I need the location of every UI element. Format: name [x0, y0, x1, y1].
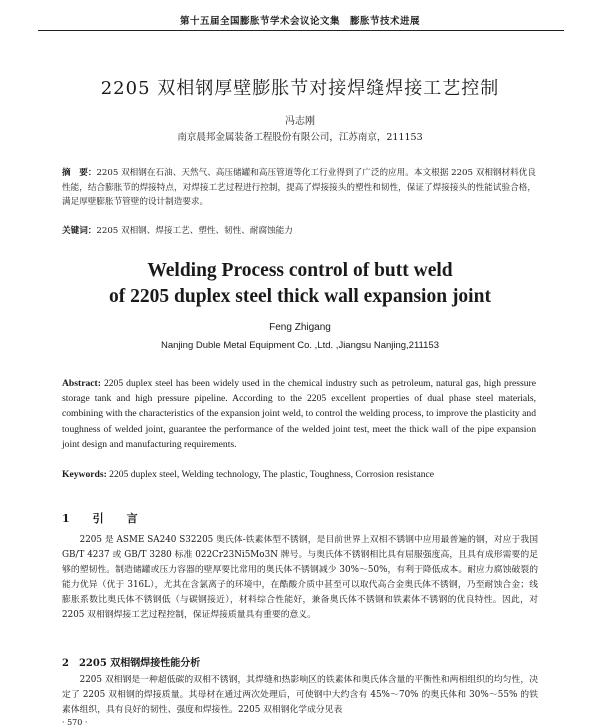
english-author: Feng Zhigang [269, 322, 331, 333]
chinese-keywords [62, 224, 536, 236]
chinese-keywords-text: 2205 双相钢、焊接工艺、塑性、韧性、耐腐蚀能力 [96, 226, 293, 236]
chinese-abstract-text: 2205 双相钢在石油、天然气、高压储罐和高压管道等化工行业得到了广泛的应用。本文根据 2205 双相钢材料优良性能，结合膨胀节的焊接特点，对焊接工艺过程进行控制，提高了焊接接头的塑性和韧性，保证了焊接接头的性能试验合格，满足厚壁膨胀节管壁的设计制造要求。 [62, 168, 536, 207]
english-keywords [62, 469, 536, 480]
section-1-heading: 1 引 言 [62, 512, 144, 525]
running-header-right: 膨胀节技术进展 [350, 16, 421, 27]
chinese-affiliation: 南京晨邦金属装备工程股份有限公司，江苏南京，211153 [177, 132, 423, 143]
running-header [60, 13, 540, 27]
chinese-title: 2205 双相钢厚壁膨胀节对接焊缝焊接工艺控制 [100, 78, 500, 99]
chinese-abstract [62, 166, 536, 210]
section-2-body: 2205 双相钢是一种超低碳的双相不锈钢，其焊缝和热影响区的铁素体和奥氏体含量的平衡性和两相组织的均匀性，决定了 2205 双相钢的焊接质量。其母材在通过两次处理后，可使钢中大约含有 45%～70% 的奥氏体和 30%～55% 的铁素体组织，具有良好的韧性、强度和焊接性。2205 双相钢化学成分见表 [62, 675, 538, 716]
english-abstract-text: 2205 duplex steel has been widely used in the chemical industry such as petroleum, natural gas, high pressure storage tank and high pressure pipeline. According to the 2205 excellent properties of dual phase steel materials, combining with the characteristics of the expansion joint weld, to control the welding process, to improve the plasticity and toughness of welded joint, guarantee the performance of the welded joint test, meet the thick wall of the pipe expansion joint design and manufacturing requirements. [62, 378, 536, 450]
chinese-author: 冯志刚 [285, 116, 315, 127]
english-title [20, 258, 580, 310]
chinese-abstract-label: 摘 要： [62, 168, 97, 178]
section-1-body: 2205 是 ASME SA240 S32205 奥氏体-铁素体型不锈钢，是目前世界上双相不锈钢中应用最普遍的钢，对应于我国 GB/T 4237 或 GB/T 3280 标准 022Cr23Ni5Mo3N 牌号。与奥氏体不锈钢相比具有屈服强度高，且具有成形需要的足够的塑韧性。制造储罐或压力容器的壁厚要比常用的奥氏体不锈钢减少 30%～50%，有利于降低成本。耐应力腐蚀破裂的能力优异（优于 316L），尤其在含氯离子的环境中，在酷酸介质中甚至可以取代高合金奥氏体不锈钢，乃至耐蚀合金；线膨胀系数比奥氏体不锈钢低（与碳钢接近），材料综合性能好，兼备奥氏体不锈钢和铁素体不锈钢的优良特性。因此，对 2205 双相钢焊接工艺过程控制，保证焊接质量具有重要的意义。 [62, 535, 538, 621]
chinese-keywords-label: 关键词： [62, 226, 97, 236]
running-header-left: 第十五届全国膨胀节学术会议论文集 [179, 16, 340, 27]
english-abstract [62, 376, 536, 452]
english-title-line-1: Welding Process control of butt weld [147, 260, 453, 281]
header-rule [38, 30, 564, 31]
page-number: · 570 · [62, 718, 88, 727]
english-affiliation: Nanjing Duble Metal Equipment Co. ,Ltd. ,Jiangsu Nanjing,211153 [161, 340, 439, 351]
section-2-heading: 2 2205 双相钢焊接性能分析 [62, 658, 201, 669]
english-abstract-label: Abstract: [62, 378, 101, 389]
english-keywords-text: 2205 duplex steel, Welding technology, The plastic, Toughness, Corrosion resistance [106, 469, 435, 480]
english-keywords-label: Keywords: [62, 469, 107, 480]
english-title-line-2: of 2205 duplex steel thick wall expansion joint [109, 286, 491, 307]
